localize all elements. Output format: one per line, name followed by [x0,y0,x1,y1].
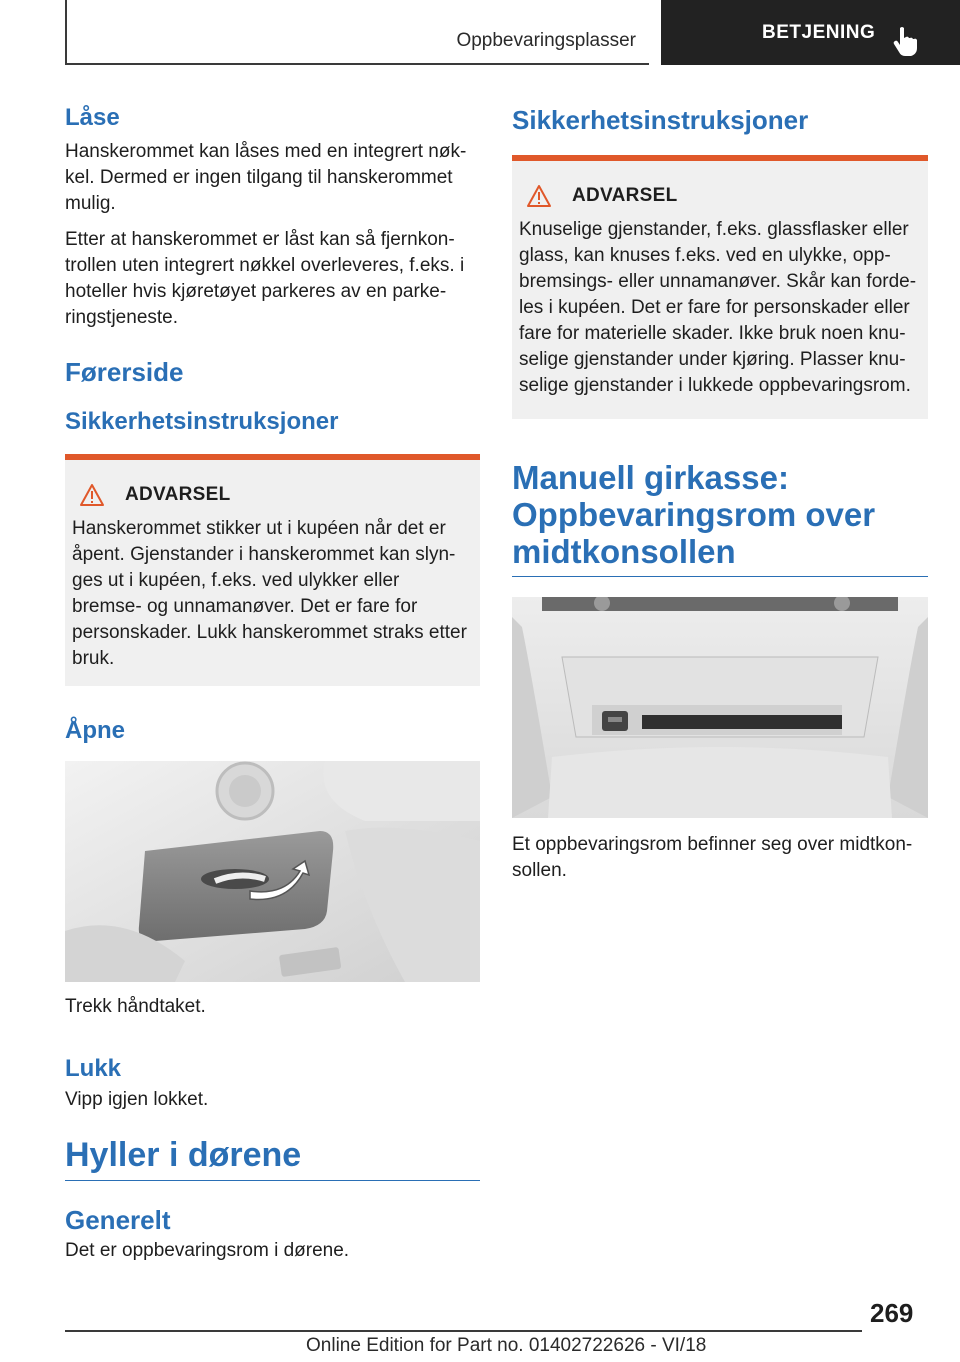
heading-sikkerhetsinstruksjoner-left: Sikkerhetsinstruksjoner [65,408,339,435]
footer-edition-text: Online Edition for Part no. 01402722626 - VI/18 [306,1335,707,1356]
warning-triangle-icon [79,483,105,507]
heading-hyller-i-dorene: Hyller i dørene [65,1137,480,1181]
warning-triangle-icon [526,184,552,208]
warning-text: Hanskerommet stikker ut i kupéen når det er åpent. Gjenstander i hanskerommet kan slyn-ges ut i kupéen, f.eks. ved ulykker eller bremse- og unnamanøver. Det er fare for personskader. Lukk hanskerommet straks etter bruk. [72,518,467,669]
header-section-title: Oppbevaringsplasser [456,30,636,51]
warning-label: ADVARSEL [125,484,231,505]
heading-generelt: Generelt [65,1205,171,1235]
heading-lukk: Lukk [65,1055,122,1082]
heading-sikkerhetsinstruksjoner-right: Sikkerhetsinstruksjoner [512,105,809,135]
apne-caption: Trekk håndtaket. [65,996,206,1017]
heading-manuell-girkasse: Manuell girkasse: Oppbevaringsrom over midtkonsollen [512,459,928,577]
header-bottom-border [65,63,649,65]
glovebox-illustration [65,761,480,982]
header-chapter-label: BETJENING [762,21,876,43]
footer-rule [65,1330,862,1332]
pointing-hand-icon [892,26,920,56]
heading-forerside: Førerside [65,357,184,387]
warning-box-right [512,155,928,419]
lukk-text: Vipp igjen lokket. [65,1089,209,1110]
right-column [512,100,928,884]
warning-label: ADVARSEL [572,185,678,206]
warning-text: Knuselige gjenstander, f.eks. glassflasker eller glass, kan knuses f.eks. ved en ulykke, opp-bremsings- eller unnamanøver. Skår kan forde-les i kupéen. Det er fare for personskader eller fare for materielle skader. Ikke bruk noen knu-selige gjenstander under kjøring. Plasser knu-selige gjenstander i lukkede oppbevaringsrom. [519,219,917,396]
center-console-storage-image [512,597,928,818]
page-number: 269 [870,1298,914,1328]
warning-header [65,460,480,510]
center-console-illustration [512,597,928,818]
warning-box-left [65,454,480,686]
heading-apne: Åpne [65,717,125,744]
glovebox-handle-image [65,761,480,982]
heading-lase: Låse [65,104,120,131]
header-left-border [65,0,67,64]
manuell-caption: Et oppbevaringsrom befinner seg over midtkon-sollen. [512,834,913,881]
lase-paragraph-1: Hanskerommet kan låses med en integrert nøk-kel. Dermed er ingen tilgang til hanskerommet mulig. [65,141,467,214]
generelt-text: Det er oppbevaringsrom i dørene. [65,1240,350,1261]
left-column [65,100,480,1264]
warning-header [512,161,928,211]
lase-paragraph-2: Etter at hanskerommet er låst kan så fjernkon-trollen uten integrert nøkkel overleveres, f.eks. i hoteller hvis kjøretøyet parkeres av en parke-ringstjeneste. [65,229,465,328]
